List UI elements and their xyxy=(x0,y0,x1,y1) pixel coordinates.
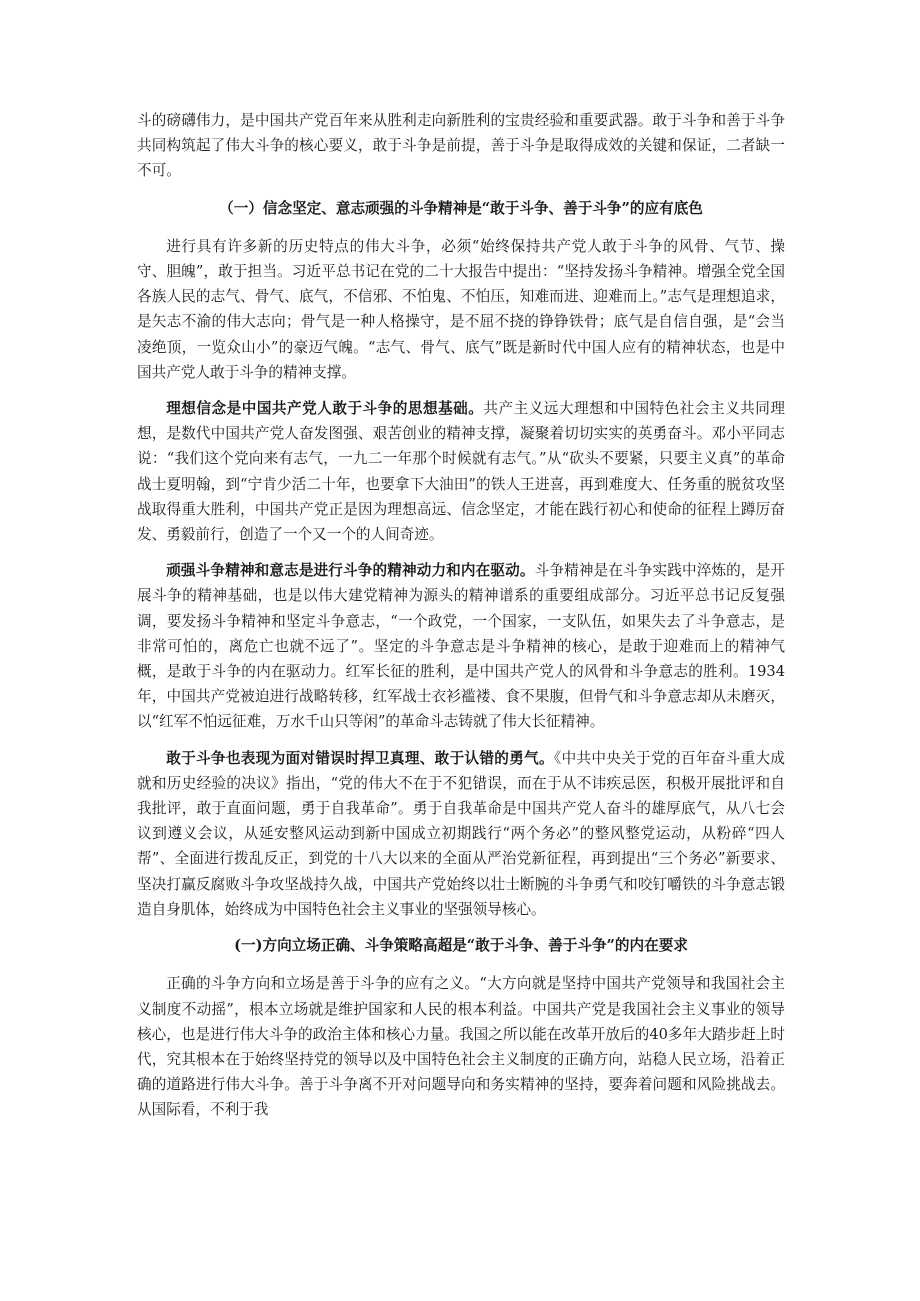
paragraph-ideals xyxy=(137,396,785,547)
paragraph-will-and-spirit: 进行具有许多新的历史特点的伟大斗争，必须“始终保持共产党人敢于斗争的风骨、气节、操守、胆魄”，敢于担当。习近平总书记在党的二十大报告中提出：“坚持发扬斗争精神。增强全党全国各族人民的志气、骨气、底气，不信邪、不怕鬼、不怕压，知难而进、迎难而上。”志气是理想追求，是矢志不渝的伟大志向；骨气是一种人格操守，是不屈不挠的铮铮铁骨；底气是自信自强，是“会当凌绝顶，一览众山小”的豪迈气魄。“志气、骨气、底气”既是新时代中国人应有的精神状态，也是中国共产党人敢于斗争的精神支撑。 xyxy=(137,237,785,381)
section-heading-1: （一）信念坚定、意志顽强的斗争精神是“敢于斗争、善于斗争”的应有底色 xyxy=(219,199,703,217)
paragraph-lead: 敢于斗争也表现为面对错误时捍卫真理、敢于认错的勇气。 xyxy=(166,749,554,767)
paragraph-body: 共产主义远大理想和中国特色社会主义共同理想，是数代中国共产党人奋发图强、艰苦创业的精神支撑，凝聚着切切实实的英勇奋斗。邓小平同志说：“我们这个党向来有志气，一九二一年那个时候就有志气。”从“砍头不要紧，只要主义真”的革命战士夏明翰，到“宁肯少活二十年，也要拿下大油田”的铁人王进喜，再到难度大、任务重的脱贫攻坚战取得重大胜利，中国共产党正是因为理想高远、信念坚定，才能在践行初心和使命的征程上蹲厉奋发、勇毅前行，创造了一个又一个的人间奇迹。 xyxy=(137,400,785,544)
paragraph-lead: 顽强斗争精神和意志是进行斗争的精神动力和内在驱动。 xyxy=(166,562,535,580)
document-page xyxy=(137,108,785,1134)
paragraph-body: 《中共中央关于党的百年奋斗重大成就和历史经验的决议》指出，“党的伟大不在于不犯错误，而在于从不讳疾忌医，积极开展批评和自我批评，敢于直面问题，勇于自我革命”。勇于自我革命是中国共产党人奋斗的雄厚底气，从八七会议到遵义会议，从延安整风运动到新中国成立初期践行“两个务必”的整风整党运动，从粉碎“四人帮”、全面进行拨乱反正，到党的十八大以来的全面从严治党新征程，再到提出“三个务必”新要求、坚决打赢反腐败斗争攻坚战持久战，中国共产党始终以壮士断腕的斗争勇气和咬钉嚼铁的斗争意志锻造自身肌体，始终成为中国特色社会主义事业的坚强领导核心。 xyxy=(137,749,785,918)
intro-paragraph: 斗的磅礴伟力，是中国共产党百年来从胜利走向新胜利的宝贵经验和重要武器。敢于斗争和善于斗争共同构筑起了伟大斗争的核心要义，敢于斗争是前提，善于斗争是取得成效的关键和保证，二者缺一不可。 xyxy=(137,112,785,180)
paragraph-admit-mistakes xyxy=(137,746,785,922)
section-heading-2: (一)方向立场正确、斗争策略高超是“敢于斗争、善于斗争”的内在要求 xyxy=(234,937,688,955)
paragraph-direction: 正确的斗争方向和立场是善于斗争的应有之义。“大方向就是坚持中国共产党领导和我国社会主义制度不动摇”，根本立场就是维护国家和人民的根本利益。中国共产党是我国社会主义事业的领导核心，也是进行伟大斗争的政治主体和核心力量。我国之所以能在改革开放后的40多年大踏步赶上时代，究其根本在于始终坚持党的领导以及中国特色社会主义制度的正确方向，站稳人民立场，沿着正确的道路进行伟大斗争。善于斗争离不开对问题导向和务实精神的坚持，要奔着问题和风险挑战去。从国际看，不利于我 xyxy=(137,975,785,1119)
paragraph-lead: 理想信念是中国共产党人敢于斗争的思想基础。 xyxy=(166,400,484,418)
paragraph-struggle-spirit xyxy=(137,558,785,734)
paragraph-body: 斗争精神是在斗争实践中淬炼的，是开展斗争的精神基础，也是以伟大建党精神为源头的精神谱系的重要组成部分。习近平总书记反复强调，要发扬斗争精神和坚定斗争意志，“一个政党，一个国家，一支队伍，如果失去了斗争意志，是非常可怕的，离危亡也就不远了”。坚定的斗争意志是斗争精神的核心，是敢于迎难而上的精神气概，是敢于斗争的内在驱动力。红军长征的胜利，是中国共产党人的风骨和斗争意志的胜利。1934年，中国共产党被迫进行战略转移，红军战士衣衫褴褛、食不果腹，但骨气和斗争意志却从未磨灭，以“红军不怕远征难，万水千山只等闲”的革命斗志铸就了伟大长征精神。 xyxy=(137,562,785,731)
